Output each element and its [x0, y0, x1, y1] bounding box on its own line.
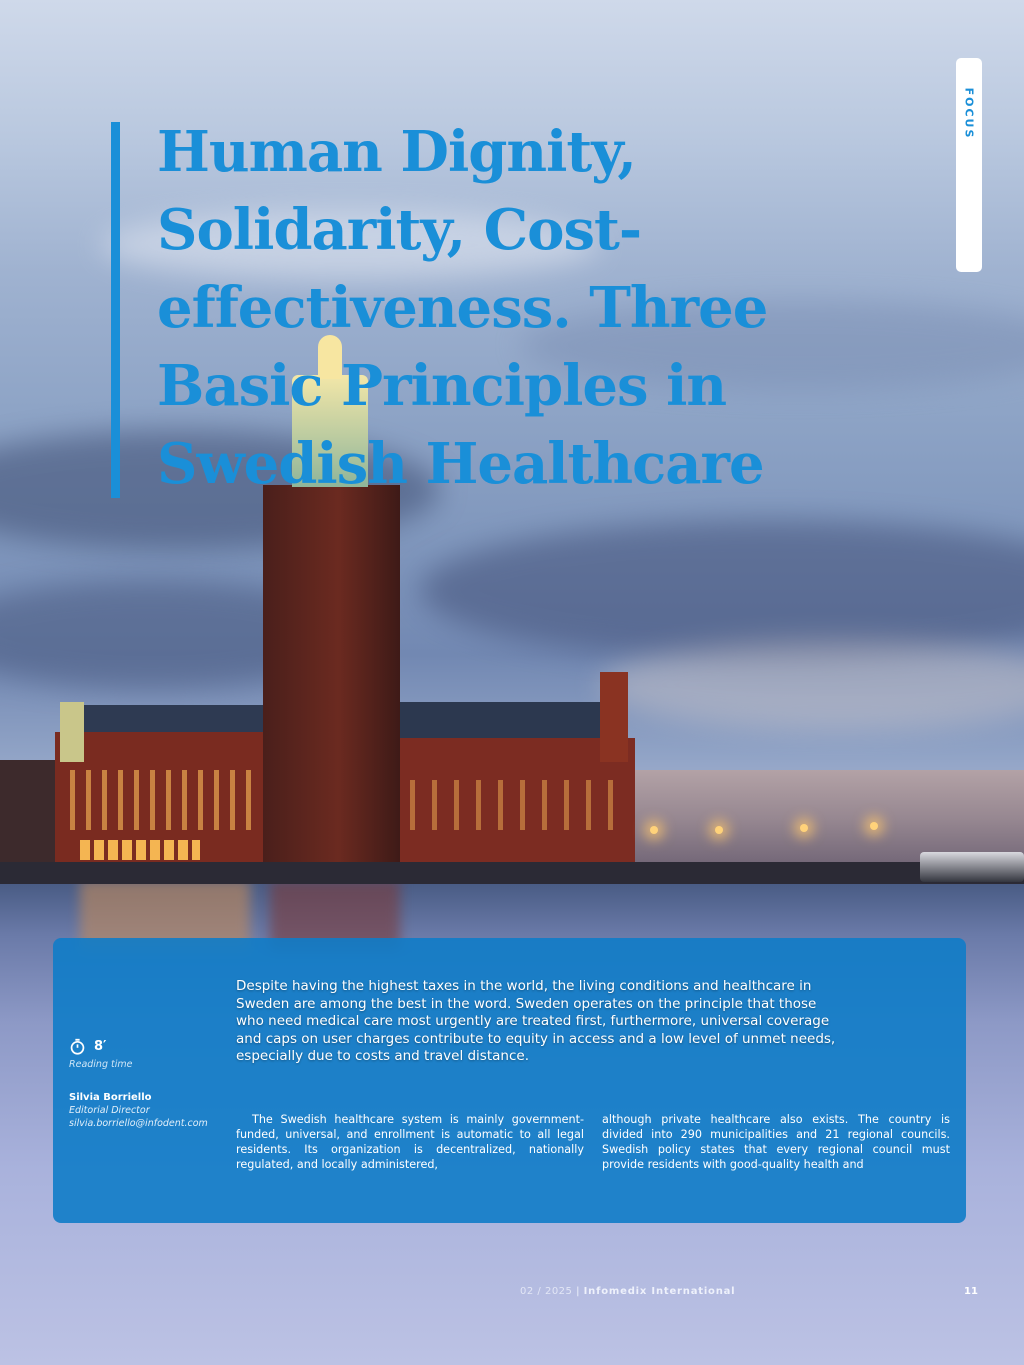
street-lamp	[650, 826, 658, 834]
headline-line: Human Dignity,	[157, 119, 636, 185]
shoreline	[0, 862, 1024, 884]
footer-separator: |	[576, 1286, 580, 1297]
headline-line: Swedish Healthcare	[157, 431, 764, 497]
author-role: Editorial Director	[69, 1105, 150, 1116]
author-name: Silvia Borriello	[69, 1092, 152, 1103]
cloud	[600, 640, 1024, 730]
turret	[60, 702, 84, 762]
body-column-1: The Swedish healthcare system is mainly government-funded, universal, and enrollment is automatic to all legal residents. Its organization is decentralized, nationally regulated, and locally administered,	[236, 1113, 584, 1171]
author-email[interactable]: silvia.borriello@infodent.com	[69, 1118, 208, 1129]
stopwatch-icon	[69, 1038, 86, 1055]
article-headline	[157, 113, 957, 503]
reading-time-value: 8′	[94, 1039, 107, 1054]
article-body	[236, 1112, 950, 1172]
page-number: 11	[964, 1286, 978, 1297]
magazine-name: Infomedix International	[583, 1286, 736, 1297]
arcade-lights	[80, 840, 200, 860]
section-tab	[956, 58, 982, 272]
headline-line: Solidarity, Cost-	[157, 197, 642, 263]
street-lamp	[800, 824, 808, 832]
street-lamp	[870, 822, 878, 830]
boat	[920, 852, 1024, 882]
cloud	[420, 520, 1024, 660]
reading-time	[69, 1038, 239, 1055]
section-tab-label-wrap	[956, 58, 982, 168]
building	[0, 760, 60, 870]
roof	[395, 702, 615, 740]
lit-windows	[70, 770, 260, 830]
article-intro-panel	[53, 938, 966, 1223]
turret	[600, 672, 628, 762]
headline-line: Basic Principles in	[157, 353, 727, 419]
body-column-2: although private healthcare also exists. The country is divided into 290 municipalities and 21 regional councils. Swedish policy states that every regional council must provide residents with good-quality health and	[602, 1113, 950, 1171]
lit-windows	[410, 780, 620, 830]
section-tab-label: FOCUS	[962, 87, 976, 139]
issue-number: 02 / 2025	[520, 1286, 573, 1297]
roof	[78, 705, 268, 735]
city-hall-tower	[263, 485, 400, 868]
headline-accent-bar	[111, 122, 120, 498]
street-lamp	[715, 826, 723, 834]
headline-line: effectiveness. Three	[157, 275, 768, 341]
article-lead: Despite having the highest taxes in the world, the living conditions and healthcare in Sweden are among the best in the word. Sweden operates on the principle that those who need medical care most urgently are treated first, furthermore, universal coverage and caps on user charges contribute to equity in access and a low level of unmet needs, especially due to costs and travel distance.	[236, 978, 836, 1064]
reading-time-label: Reading time	[69, 1059, 133, 1070]
article-meta	[69, 1038, 239, 1129]
page-footer	[520, 1286, 735, 1297]
